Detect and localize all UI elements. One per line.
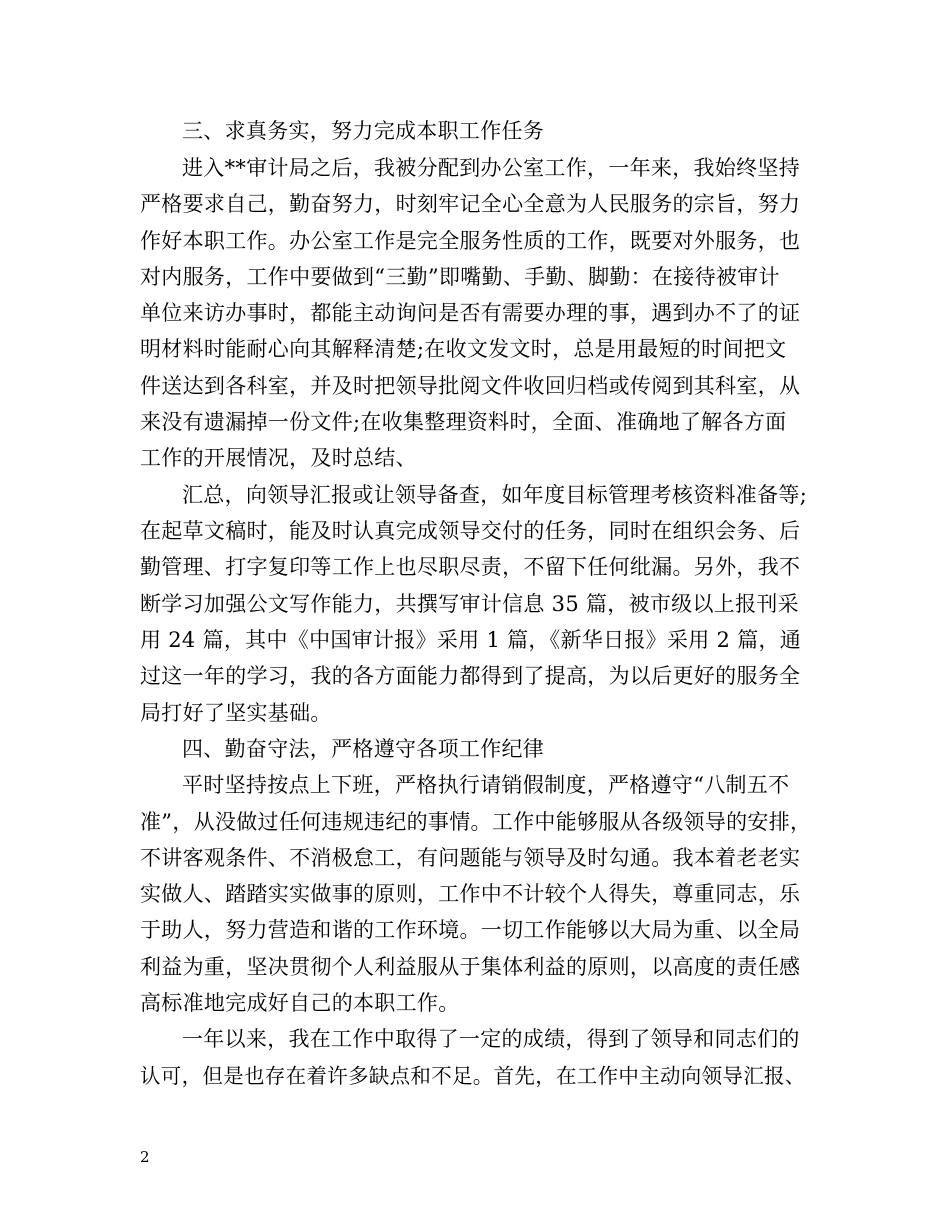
paragraph-line: 明材料时能耐心向其解释清楚;在收文发文时，总是用最短的时间把文 bbox=[140, 337, 787, 361]
paragraph-line: 在起草文稿时，能及时认真完成领导交付的任务，同时在组织会务、后 bbox=[140, 519, 801, 543]
paragraph-line: 严格要求自己，勤奋努力，时刻牢记全心全意为人民服务的宗旨，努力 bbox=[140, 192, 801, 216]
paragraph-line: 高标准地完成好自己的本职工作。 bbox=[140, 991, 460, 1015]
paragraph-line: 平时坚持按点上下班，严格执行请销假制度，严格遵守“八制五不 bbox=[182, 773, 790, 797]
paragraph-line: 进入**审计局之后，我被分配到办公室工作，一年来，我始终坚持 bbox=[182, 156, 800, 180]
paragraph-line: 断学习加强公文写作能力，共撰写审计信息 35 篇，被市级以上报刊采 bbox=[140, 592, 799, 616]
paragraph-line: 认可，但是也存在着许多缺点和不足。首先，在工作中主动向领导汇报、 bbox=[140, 1064, 806, 1088]
paragraph-line: 汇总，向领导汇报或让领导备查，如年度目标管理考核资料准备等; bbox=[182, 483, 808, 507]
paragraph-line: 来没有遗漏掉一份文件;在收集整理资料时，全面、准确地了解各方面 bbox=[140, 410, 787, 434]
paragraph-line: 工作的开展情况，及时总结、 bbox=[140, 446, 417, 470]
page-number: 2 bbox=[140, 1148, 150, 1166]
paragraph-line: 单位来访办事时，都能主动询问是否有需要办理的事，遇到办不了的证 bbox=[140, 301, 801, 325]
paragraph-line: 勤管理、打字复印等工作上也尽职尽责，不留下任何纰漏。另外，我不 bbox=[140, 555, 801, 579]
paragraph-line: 利益为重，坚决贯彻个人利益服从于集体利益的原则，以高度的责任感 bbox=[140, 955, 801, 979]
paragraph-line: 一年以来，我在工作中取得了一定的成绩，得到了领导和同志们的 bbox=[182, 1027, 800, 1051]
section-heading-3: 三、求真务实，努力完成本职工作任务 bbox=[182, 119, 545, 143]
paragraph-line: 局打好了坚实基础。 bbox=[140, 701, 332, 725]
paragraph-line: 实做人、踏踏实实做事的原则，工作中不计较个人得失，尊重同志，乐 bbox=[140, 882, 801, 906]
paragraph-line: 于助人，努力营造和谐的工作环境。一切工作能够以大局为重、以全局 bbox=[140, 918, 801, 942]
paragraph-line: 不讲客观条件、不消极怠工，有问题能与领导及时勾通。我本着老老实 bbox=[140, 846, 801, 870]
paragraph-line: 用 24 篇，其中《中国审计报》采用 1 篇，《新华日报》采用 2 篇，通 bbox=[140, 628, 802, 652]
paragraph-line: 准”，从没做过任何违规违纪的事情。工作中能够服从各级领导的安排， bbox=[140, 810, 812, 834]
paragraph-line: 对内服务，工作中要做到“三勤”即嘴勤、手勤、脚勤：在接待被审计 bbox=[140, 265, 780, 289]
paragraph-line: 作好本职工作。办公室工作是完全服务性质的工作，既要对外服务，也 bbox=[140, 229, 801, 253]
paragraph-line: 过这一年的学习，我的各方面能力都得到了提高，为以后更好的服务全 bbox=[140, 664, 801, 688]
section-heading-4: 四、勤奋守法，严格遵守各项工作纪律 bbox=[182, 737, 545, 761]
paragraph-line: 件送达到各科室，并及时把领导批阅文件收回归档或传阅到其科室，从 bbox=[140, 374, 801, 398]
